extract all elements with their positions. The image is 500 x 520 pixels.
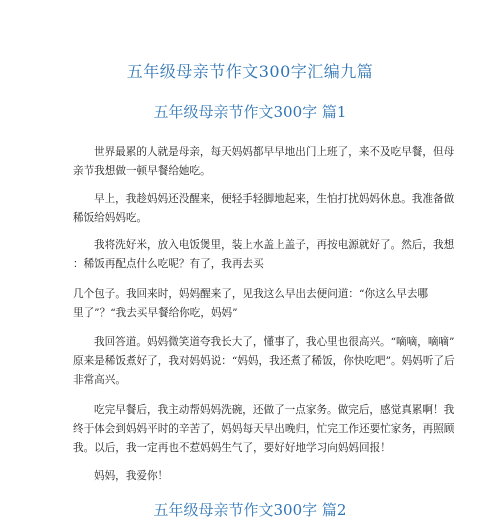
paragraph-line: 早上，我趁妈妈还没醒来，便轻手轻脚地起来，生怕打扰妈妈休息。我准备做	[94, 193, 455, 205]
paragraph-line: ：稀饭再配点什么吃呢？有了，我再去买	[73, 258, 264, 270]
section-title-1: 五年级母亲节作文300字 篇1	[153, 103, 347, 121]
paragraph-line: 我。以后，我一定再也不惹妈妈生气了，要好好地学习向妈妈回报！	[73, 442, 391, 454]
paragraph-line: 世界最累的人就是母亲，每天妈妈都早早地出门上班了，来不及吃早餐，但母	[94, 146, 455, 158]
paragraph-line: 原来是稀饭煮好了，我对妈妈说：“妈妈，我还煮了稀饭，你快吃吧”。妈妈听了后	[73, 355, 455, 367]
paragraph-line: 妈妈，我爱你！	[94, 470, 169, 482]
paragraph-line: 终于体会到妈妈平时的辛苦了，妈妈每天早出晚归，忙完工作还要忙家务，再照顾	[73, 423, 455, 435]
paragraph-line: 里了”？“我去买早餐给你吃，妈妈”	[73, 307, 238, 319]
paragraph-5	[73, 333, 455, 390]
paragraph-line: 稀饭给妈妈吃。	[73, 212, 148, 224]
document-title: 五年级母亲节作文300字汇编九篇	[126, 62, 374, 81]
paragraph-line: 非常高兴。	[73, 374, 126, 386]
paragraph-7	[73, 467, 433, 486]
paragraph-line: 几个包子。我回来时，妈妈醒来了，见我这么早出去便问道：“你这么早去哪	[73, 288, 429, 300]
section-title-2: 五年级母亲节作文300字 篇2	[153, 501, 347, 519]
paragraph-3	[73, 236, 455, 274]
paragraph-line: 我回答道。妈妈微笑道夸我长大了，懂事了，我心里也很高兴。“嘀嘀，嘀嘀”	[94, 336, 455, 348]
paragraph-2	[73, 190, 455, 228]
paragraph-6	[73, 401, 455, 458]
paragraph-line: 吃完早餐后，我主动帮妈妈洗碗，还做了一点家务。做完后，感觉真累啊！我	[94, 404, 455, 416]
paragraph-1	[73, 143, 455, 181]
paragraph-line: 亲节我想做一顿早餐给她吃。	[73, 165, 211, 177]
paragraph-4	[73, 285, 433, 323]
paragraph-line: 我将洗好米，放入电饭煲里，装上水盖上盖子，再按电源就好了。然后，我想	[94, 239, 455, 251]
